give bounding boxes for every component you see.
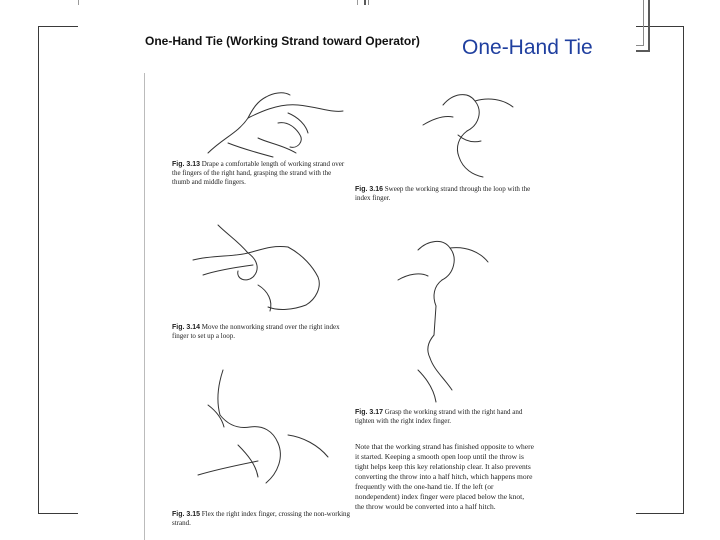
figure-caption	[355, 185, 540, 203]
figure-text: Drape a comfortable length of working strand over the fingers of the right hand, grasping the strand with the thumb and middle fingers.	[172, 160, 345, 186]
hand-illustration-icon	[403, 85, 533, 180]
figure-text: Move the nonworking strand over the right index finger to set up a loop.	[172, 323, 340, 340]
figure-text: Grasp the working strand with the right hand and tighten with the right index finger.	[355, 408, 523, 425]
figure-caption	[172, 510, 352, 528]
figure-label: Fig. 3.16	[355, 186, 384, 193]
figure-text: Flex the right index finger, crossing the non-working strand.	[172, 510, 351, 527]
figure-text: Sweep the working strand through the loop with the index finger.	[355, 185, 531, 202]
figure-label: Fig. 3.15	[172, 511, 201, 518]
slide-title: One-Hand Tie	[462, 36, 593, 59]
hand-illustration-icon	[388, 230, 528, 405]
hand-illustration-icon	[188, 215, 348, 320]
scanned-figure-page	[78, 5, 636, 540]
figure-caption	[172, 160, 347, 187]
figure-label: Fig. 3.17	[355, 409, 384, 416]
figure-note: Note that the working strand has finished opposite to where it started. Keeping a smooth open loop until the throw is tight helps keep this key relationship clear. It also prevents converting the throw into a half hitch, which happens more frequently with the one-hand tie. If the left (or nondependent) index finger were placed below the knot, the throw would be converted into a half hitch.	[355, 442, 534, 511]
scan-heading: One-Hand Tie (Working Strand toward Operator)	[145, 34, 420, 48]
figure-caption	[355, 408, 540, 426]
hand-illustration-icon	[178, 365, 348, 500]
figure-caption	[172, 323, 347, 341]
figure-label: Fig. 3.14	[172, 324, 201, 331]
scan-divider	[144, 73, 145, 540]
hand-illustration-icon	[188, 83, 348, 161]
figure-label: Fig. 3.13	[172, 161, 201, 168]
